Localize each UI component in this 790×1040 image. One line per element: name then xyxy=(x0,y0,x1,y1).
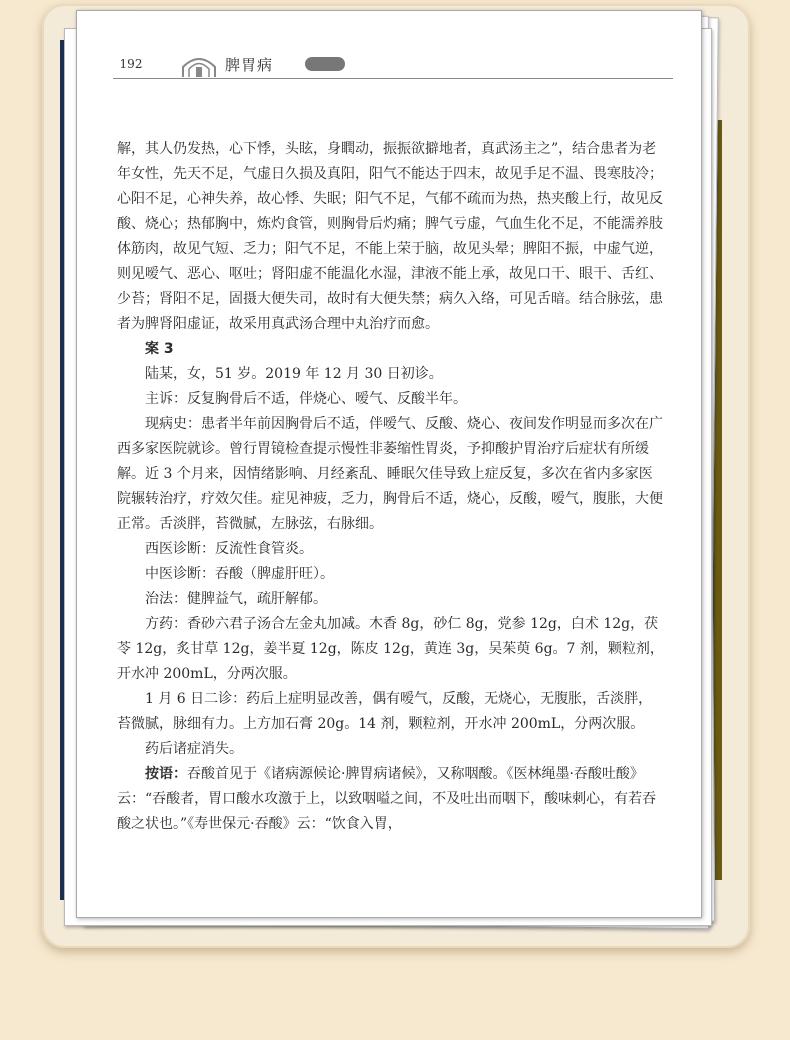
commentary xyxy=(117,762,665,837)
western-diagnosis: 西医诊断：反流性食管炎。 xyxy=(145,541,313,557)
follow-up-visit: 1 月 6 日二诊：药后上症明显改善，偶有嗳气，反酸，无烧心，无腹胀，舌淡胖，苔微腻，脉细有力。上方加石膏 20g。14 剂，颗粒剂，开水冲 200mL，分两次服。 xyxy=(117,691,653,732)
chief-complaint: 主诉：反复胸骨后不适，伴烧心、嗳气、反酸半年。 xyxy=(145,391,467,407)
seal-badge xyxy=(305,57,345,71)
tcm-diagnosis: 中医诊断：吞酸（脾虚肝旺）。 xyxy=(145,566,334,582)
outcome: 药后诸症消失。 xyxy=(145,741,243,757)
header-rule xyxy=(113,78,673,79)
patient-info: 陆某，女，51 岁。2019 年 12 月 30 日初诊。 xyxy=(145,366,443,382)
case-heading: 案 3 xyxy=(145,341,174,357)
paragraph-continued: 解，其人仍发热，心下悸，头眩，身瞤动，振振欲擗地者，真武汤主之”，结合患者为老年女性，先天不足，气虚日久损及真阳，阳气不能达于四末，故见手足不温、畏寒肢冷；心阳不足，心神失养，故心悸、失眠；阳气不足，气郁不疏而为热，热夹酸上行，故见反酸、烧心；热郁胸中，炼灼食管，则胸骨后灼痛；脾气亏虚，气血生化不足，不能濡养肢体筋肉，故见气短、乏力；阳气不足，不能上荣于脑，故见头晕；脾阳不振，中虚气逆，则见嗳气、恶心、呕吐；肾阳虚不能温化水湿，津液不能上承，故见口干、眼干、舌红、少苔；肾阳不足，固摄大便失司，故时有大便失禁；病久入络，可见舌暗。结合脉弦，患者为脾肾阳虚证，故采用真武汤合理中丸治疗而愈。 xyxy=(117,141,663,332)
treatment-principle: 治法：健脾益气，疏肝解郁。 xyxy=(145,591,327,607)
prescription: 方药：香砂六君子汤合左金丸加减。木香 8g，砂仁 8g，党参 12g，白术 12g，茯苓 12g，炙甘草 12g，姜半夏 12g，陈皮 12g，黄连 3g，吴茱萸 6g。7 剂，颗粒剂，开水冲 200mL，分两次服。 xyxy=(117,616,664,682)
commentary-label: 按语： xyxy=(145,766,187,782)
present-history: 现病史：患者半年前因胸骨后不适，伴嗳气、反酸、烧心、夜间发作明显而多次在广西多家医院就诊。曾行胃镜检查提示慢性非萎缩性胃炎，予抑酸护胃治疗后症状有所缓解。近 3 个月来，因情绪影响、月经紊乱、睡眠欠佳导致上症反复，多次在省内多家医院辗转治疗，疗效欠佳。症见神疲，乏力，胸骨后不适，烧心，反酸，嗳气，腹胀，大便正常。舌淡胖，苔微腻，左脉弦，右脉细。 xyxy=(117,416,663,532)
page-number: 192 xyxy=(119,57,143,71)
page-header xyxy=(113,51,673,79)
book-page xyxy=(76,10,702,918)
ornament-icon xyxy=(181,51,217,77)
book-title: 脾胃病 xyxy=(225,56,274,74)
commentary-text: 吞酸首见于《诸病源候论·脾胃病诸候》，又称咽酸。《医林绳墨·吞酸吐酸》云：“吞酸者，胃口酸水攻激于上，以致咽嗌之间，不及吐出而咽下，酸味刺心，有若吞酸之状也。”《寿世保元·吞酸》云：“饮食入胃， xyxy=(117,766,657,832)
page-body xyxy=(117,137,665,837)
